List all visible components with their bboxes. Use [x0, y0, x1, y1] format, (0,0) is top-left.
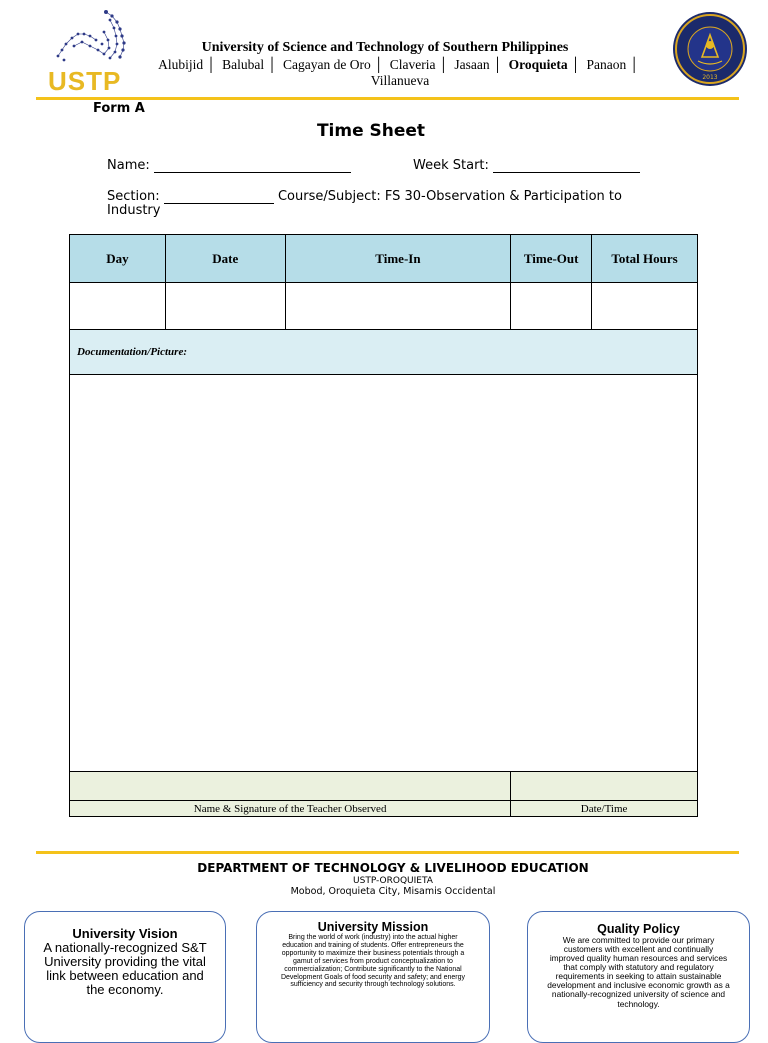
section-course-row [107, 189, 697, 218]
header-time-out: Time-Out [511, 235, 592, 283]
quality-policy-box [527, 911, 750, 1043]
time-out-cell[interactable] [511, 283, 592, 330]
vision-text: A nationally-recognized S&T University providing the vital link between education and the economy. [43, 940, 207, 998]
table-row [70, 283, 698, 330]
campus-alubijid: Alubijid [158, 57, 204, 72]
course-label: Course/Subject: FS 30-Observation & Participation to [277, 189, 622, 204]
vision-title: University Vision [72, 926, 178, 941]
campus-address: Mobod, Oroquieta City, Misamis Occidental [290, 886, 496, 897]
seal-year: 2013 [702, 74, 718, 81]
header-divider [36, 97, 739, 100]
department-name: DEPARTMENT OF TECHNOLOGY & LIVELIHOOD EDUCATION [197, 861, 589, 875]
footer-divider [36, 851, 739, 854]
time-sheet-table [69, 234, 698, 817]
table-header-row [70, 235, 698, 283]
signature-label: Name & Signature of the Teacher Observed [70, 801, 511, 817]
picture-area[interactable] [70, 375, 698, 772]
vision-box [24, 911, 226, 1043]
header-date: Date [165, 235, 285, 283]
form-label: Form A [93, 101, 145, 116]
policy-title: Quality Policy [597, 922, 680, 936]
campus-villanueva: Villanueva [370, 73, 430, 88]
campus-panaon: Panaon [586, 57, 627, 72]
header-day: Day [70, 235, 166, 283]
date-time-label: Date/Time [511, 801, 698, 817]
page-title: Time Sheet [316, 121, 426, 141]
mission-box [256, 911, 490, 1043]
week-start-label: Week Start: [413, 158, 489, 173]
week-start-row [413, 158, 640, 173]
ustp-logo-text: USTP [48, 66, 122, 96]
section-field[interactable] [164, 189, 274, 204]
campus-balubal: Balubal [222, 57, 265, 72]
policy-text: We are committed to provide our primary customers with excellent and continually improved quality human resources and services that comply with statutory and regulatory requirements in seeking to attain sustainable development and inclusive economic growth as a nationally-recognized university of science and technology. [547, 935, 730, 1009]
signature-label-row [70, 801, 698, 817]
department-seal [672, 11, 748, 87]
campus-cagayan-de-oro: Cagayan de Oro [283, 57, 371, 72]
header-total-hours: Total Hours [592, 235, 698, 283]
section-label: Section: [107, 189, 160, 204]
date-time-cell[interactable] [511, 772, 698, 801]
campus-list: Alubijid │ Balubal │ Cagayan de Oro │ Claveria │ Jasaan │ Oroquieta │ Panaon │ Villanueva [158, 57, 639, 88]
course-label-continued: Industry [107, 203, 161, 218]
documentation-label: Documentation/Picture: [70, 330, 698, 375]
campus-claveria: Claveria [389, 57, 436, 72]
signature-row [70, 772, 698, 801]
mission-text: Bring the world of work (industry) into the actual higher education and training of students. Offer entrepreneurs the opportunity to maximize their business potentials through a gamut of services from product conceptualization to commercialization; Contribute significantly to the National Development Goals of food security and safety; and energy sufficiency and security through technology solutions. [280, 934, 466, 989]
header-time-in: Time-In [285, 235, 511, 283]
campus-oroquieta: Oroquieta [508, 57, 568, 72]
total-hours-cell[interactable] [592, 283, 698, 330]
picture-area-row [70, 375, 698, 772]
date-cell[interactable] [165, 283, 285, 330]
name-row [107, 158, 351, 173]
campus-name: USTP-OROQUIETA [353, 876, 433, 886]
university-name: University of Science and Technology of Southern Philippines [201, 40, 569, 55]
campus-jasaan: Jasaan [454, 57, 490, 72]
mission-title: University Mission [317, 920, 429, 934]
name-field[interactable] [154, 158, 351, 173]
name-label: Name: [107, 158, 150, 173]
signature-cell[interactable] [70, 772, 511, 801]
ustp-logo-graphic [44, 6, 130, 70]
week-start-field[interactable] [493, 158, 640, 173]
time-in-cell[interactable] [285, 283, 511, 330]
day-cell[interactable] [70, 283, 166, 330]
documentation-header-row [70, 330, 698, 375]
